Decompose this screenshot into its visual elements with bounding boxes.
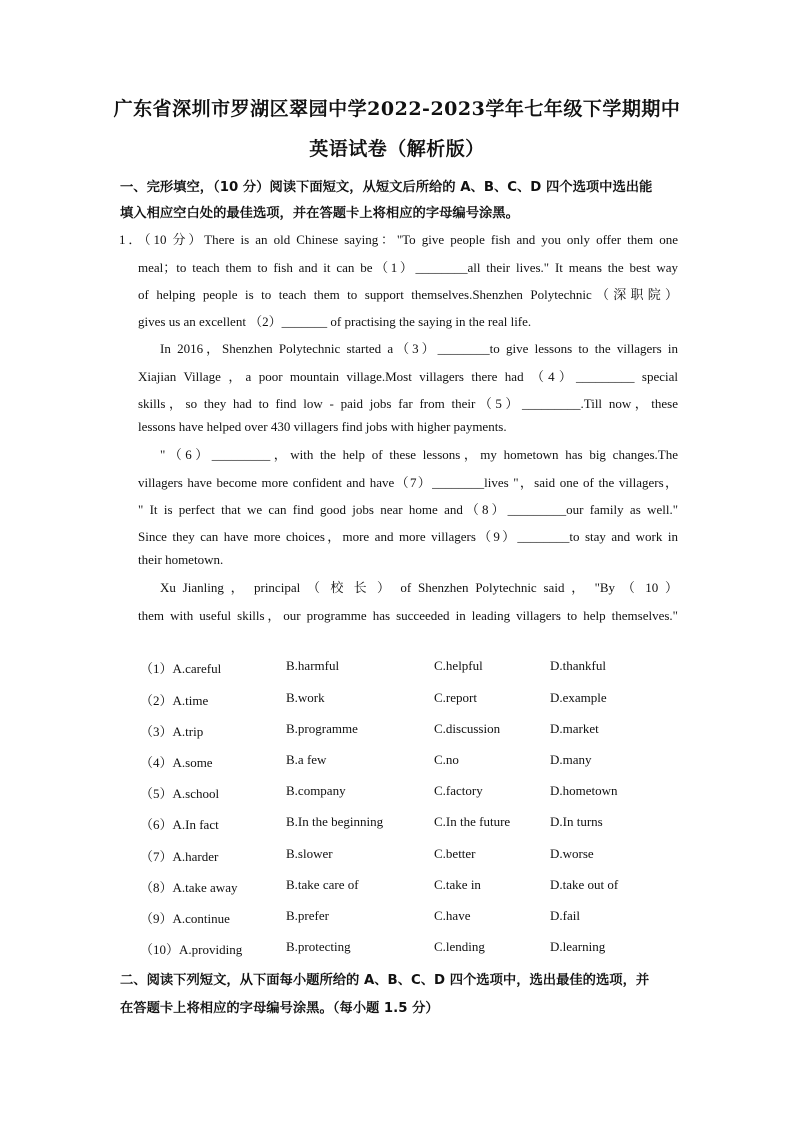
option-c: C.no [434,752,459,767]
passage-line: villagers have become more confident and have（7）________lives "，said one of the villagers， [138,475,678,490]
section-1-instructions-line-1: 一、完形填空，（10 分）阅读下面短文，从短文后所给的 A、B、C、D 四个选项中选出能 [120,180,653,195]
option-a: （7）A.harder [140,849,219,864]
option-d: D.many [550,752,592,767]
section-2-instructions-line-2: 在答题卡上将相应的字母编号涂黑。（每小题 1.5 分） [120,1001,439,1016]
option-b: B.prefer [286,908,329,923]
option-a: （8）A.take away [140,880,238,895]
option-b: B.programme [286,721,358,736]
option-d: D.worse [550,846,594,861]
option-d: D.In turns [550,814,603,829]
passage-line: of helping people is to teach them to support themselves.Shenzhen Polytechnic（深职院） [138,287,678,302]
option-c: C.report [434,690,477,705]
option-d: D.hometown [550,783,618,798]
passage-line: meal；to teach them to fish and it can be（1）________all their lives." It means the best way [138,260,678,275]
option-c: C.take in [434,877,481,892]
passage-line: Since they can have more choices，more and more villagers（9）________to stay and work in [138,529,678,544]
option-d: D.fail [550,908,580,923]
passage-line: gives us an excellent （2）_______ of practising the saying in the real life. [138,314,532,329]
option-d: D.thankful [550,658,606,673]
option-a: （2）A.time [140,693,209,708]
option-a: （4）A.some [140,755,213,770]
option-c: C.helpful [434,658,483,673]
option-c: C.discussion [434,721,501,736]
passage-line: them with useful skills，our programme has succeeded in leading villagers to help themselves." [138,608,678,623]
option-d: D.learning [550,939,606,954]
option-a: （6）A.In fact [140,817,219,832]
option-a: （3）A.trip [140,724,204,739]
passage-line: "（6）_________，with the help of these lessons，my hometown has big changes.The [160,447,678,462]
option-d: D.market [550,721,599,736]
option-b: B.protecting [286,939,351,954]
option-a: （9）A.continue [140,911,230,926]
option-c: C.factory [434,783,483,798]
option-b: B.company [286,783,346,798]
section-2-instructions-line-1: 二、阅读下列短文，从下面每小题所给的 A、B、C、D 四个选项中，选出最佳的选项，并 [120,973,650,988]
passage-line: Xu Jianling ， principal （ 校 长 ） of Shenzhen Polytechnic said ， "By （ 10 ） [160,580,678,595]
option-d: D.example [550,690,607,705]
option-b: B.harmful [286,658,340,673]
passage-line: 1．（10 分）There is an old Chinese saying："To give people fish and you only offer them one [119,232,678,247]
option-b: B.slower [286,846,333,861]
passage-line: lessons have helped over 430 villagers find jobs with higher payments. [138,419,507,434]
option-a: （5）A.school [140,786,220,801]
passage-line: skills，so they had to find low - paid jobs far from their（5）_________.Till now，these [138,396,678,411]
option-a: （10）A.providing [140,942,243,957]
passage-line: Xiajian Village ，a poor mountain village.Most villagers there had （4）_________ special [138,369,678,384]
option-c: C.have [434,908,471,923]
passage-line: In 2016，Shenzhen Polytechnic started a（3）________to give lessons to the villagers in [160,341,678,356]
option-d: D.take out of [550,877,619,892]
document-title-line-1: 广东省深圳市罗湖区翠园中学2022-2023学年七年级下学期期中 [113,98,681,120]
option-c: C.In the future [434,814,511,829]
option-c: C.lending [434,939,485,954]
section-1-instructions-line-2: 填入相应空白处的最佳选项，并在答题卡上将相应的字母编号涂黑。 [120,206,519,221]
option-c: C.better [434,846,476,861]
option-b: B.In the beginning [286,814,384,829]
option-a: （1）A.careful [140,661,222,676]
option-b: B.take care of [286,877,359,892]
option-b: B.a few [286,752,327,767]
passage-line: " It is perfect that we can find good jobs near home and（8）_________our family as well." [138,502,678,517]
passage-line: their hometown. [138,552,224,567]
option-b: B.work [286,690,325,705]
document-title-line-2: 英语试卷（解析版） [309,138,485,160]
